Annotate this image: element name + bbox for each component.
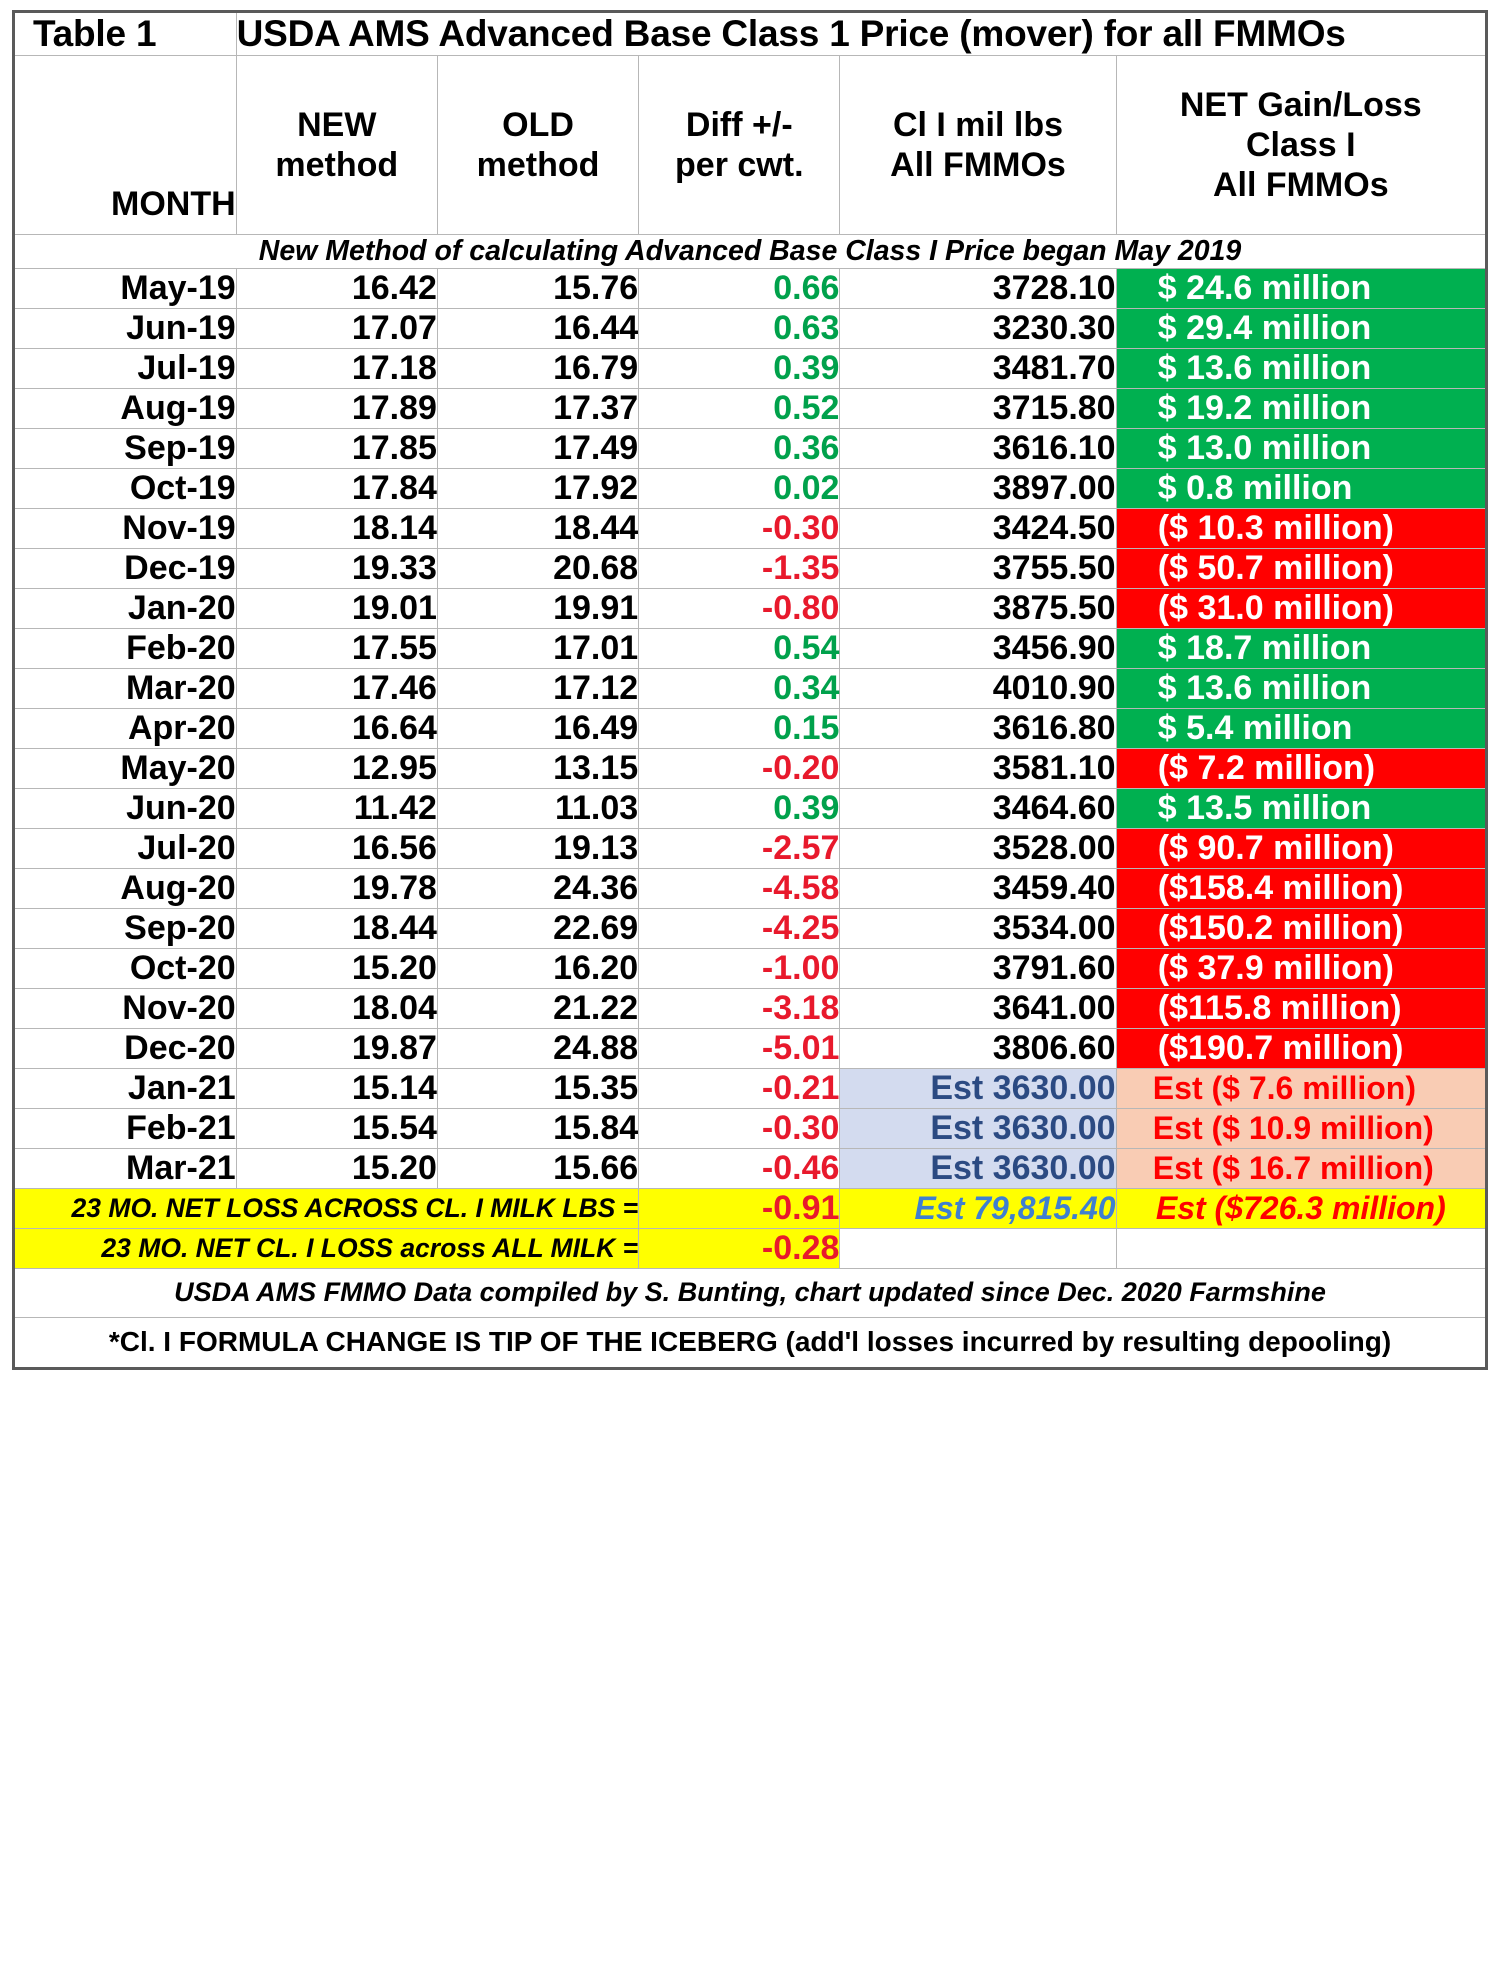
- cell-month: Jan-20: [14, 589, 237, 629]
- cell-month: May-20: [14, 749, 237, 789]
- summary-2-lbs-blank: [840, 1229, 1116, 1269]
- cell-class1-lbs: 3528.00: [840, 829, 1116, 869]
- cell-class1-lbs: 3456.90: [840, 629, 1116, 669]
- net-value: $ 5.4 million: [1157, 709, 1353, 747]
- cell-class1-lbs: 3616.80: [840, 709, 1116, 749]
- cell-old-method: 24.36: [437, 869, 638, 909]
- class1-price-table: [12, 10, 1488, 1370]
- cell-diff: -4.25: [639, 909, 840, 949]
- cell-diff: 0.63: [639, 309, 840, 349]
- cell-class1-lbs: 3230.30: [840, 309, 1116, 349]
- summary-row-2: [14, 1229, 1487, 1269]
- header-diff-line2: per cwt.: [675, 146, 804, 184]
- cell-month: Mar-20: [14, 669, 237, 709]
- net-value: ($190.7 million): [1157, 1029, 1404, 1067]
- cell-month: Dec-20: [14, 1029, 237, 1069]
- cell-new-method: 17.85: [236, 429, 437, 469]
- cell-month: Dec-19: [14, 549, 237, 589]
- cell-month: May-19: [14, 269, 237, 309]
- header-lbs-line2: All FMMOs: [890, 146, 1066, 184]
- cell-old-method: 18.44: [437, 509, 638, 549]
- cell-month: Jul-20: [14, 829, 237, 869]
- method-note: New Method of calculating Advanced Base Class I Price began May 2019: [14, 235, 1487, 269]
- cell-new-method: 19.01: [236, 589, 437, 629]
- cell-net-gain-loss: [1116, 749, 1486, 789]
- cell-old-method: 20.68: [437, 549, 638, 589]
- cell-diff: -4.58: [639, 869, 840, 909]
- cell-month: Feb-20: [14, 629, 237, 669]
- cell-net-gain-loss: [1116, 989, 1486, 1029]
- table-row: [14, 989, 1487, 1029]
- net-value: $ 29.4 million: [1157, 309, 1372, 347]
- cell-diff: 0.54: [639, 629, 840, 669]
- net-value: $ 13.5 million: [1157, 789, 1372, 827]
- cell-class1-lbs: 3791.60: [840, 949, 1116, 989]
- header-net-line2: Class I: [1245, 125, 1356, 164]
- cell-net-gain-loss: [1116, 1069, 1486, 1109]
- page-title: USDA AMS Advanced Base Class 1 Price (mover) for all FMMOs: [236, 12, 1486, 56]
- table-row: [14, 1109, 1487, 1149]
- cell-old-method: 16.20: [437, 949, 638, 989]
- cell-diff: -0.46: [639, 1149, 840, 1189]
- cell-month: Jun-20: [14, 789, 237, 829]
- cell-class1-lbs: Est 3630.00: [840, 1149, 1116, 1189]
- cell-old-method: 15.76: [437, 269, 638, 309]
- cell-month: Aug-19: [14, 389, 237, 429]
- cell-diff: -5.01: [639, 1029, 840, 1069]
- cell-net-gain-loss: [1116, 1029, 1486, 1069]
- cell-new-method: 18.44: [236, 909, 437, 949]
- cell-old-method: 17.37: [437, 389, 638, 429]
- cell-old-method: 16.79: [437, 349, 638, 389]
- cell-diff: -0.20: [639, 749, 840, 789]
- summary-2-label: 23 MO. NET CL. I LOSS across ALL MILK =: [14, 1229, 639, 1269]
- cell-new-method: 18.04: [236, 989, 437, 1029]
- cell-old-method: 19.91: [437, 589, 638, 629]
- cell-class1-lbs: 3481.70: [840, 349, 1116, 389]
- cell-class1-lbs: 3616.10: [840, 429, 1116, 469]
- header-old-method: [437, 56, 638, 235]
- cell-new-method: 15.20: [236, 1149, 437, 1189]
- cell-net-gain-loss: [1116, 909, 1486, 949]
- cell-old-method: 15.66: [437, 1149, 638, 1189]
- cell-diff: -1.35: [639, 549, 840, 589]
- cell-net-gain-loss: [1116, 709, 1486, 749]
- table-row: [14, 749, 1487, 789]
- table-row: [14, 429, 1487, 469]
- cell-month: Jan-21: [14, 1069, 237, 1109]
- cell-diff: 0.39: [639, 789, 840, 829]
- cell-new-method: 19.87: [236, 1029, 437, 1069]
- cell-class1-lbs: Est 3630.00: [840, 1069, 1116, 1109]
- cell-diff: 0.39: [639, 349, 840, 389]
- cell-net-gain-loss: [1116, 789, 1486, 829]
- title-row: [14, 12, 1487, 56]
- cell-month: Jul-19: [14, 349, 237, 389]
- cell-old-method: 22.69: [437, 909, 638, 949]
- net-value: ($158.4 million): [1157, 869, 1404, 907]
- cell-class1-lbs: Est 3630.00: [840, 1109, 1116, 1149]
- summary-1-label: 23 MO. NET LOSS ACROSS CL. I MILK LBS =: [14, 1189, 639, 1229]
- cell-month: Feb-21: [14, 1109, 237, 1149]
- net-value: Est ($ 16.7 million): [1152, 1150, 1434, 1186]
- header-month-label: MONTH: [111, 184, 236, 223]
- cell-net-gain-loss: [1116, 589, 1486, 629]
- net-value: $ 24.6 million: [1157, 269, 1372, 307]
- header-old-line1: OLD: [502, 105, 574, 144]
- cell-old-method: 17.12: [437, 669, 638, 709]
- cell-class1-lbs: 4010.90: [840, 669, 1116, 709]
- summary-2-net-blank: [1116, 1229, 1486, 1269]
- cell-net-gain-loss: [1116, 429, 1486, 469]
- cell-net-gain-loss: [1116, 309, 1486, 349]
- table-body: [14, 12, 1487, 1369]
- cell-new-method: 17.84: [236, 469, 437, 509]
- net-value: ($ 7.2 million): [1157, 749, 1376, 787]
- cell-month: Nov-19: [14, 509, 237, 549]
- cell-new-method: 17.18: [236, 349, 437, 389]
- net-value: Est ($ 10.9 million): [1152, 1110, 1434, 1146]
- table-row: [14, 789, 1487, 829]
- cell-net-gain-loss: [1116, 509, 1486, 549]
- cell-month: Aug-20: [14, 869, 237, 909]
- summary-1-diff: -0.91: [639, 1189, 840, 1229]
- cell-new-method: 15.20: [236, 949, 437, 989]
- cell-new-method: 17.46: [236, 669, 437, 709]
- cell-new-method: 17.07: [236, 309, 437, 349]
- net-value: ($ 37.9 million): [1157, 949, 1394, 987]
- cell-class1-lbs: 3641.00: [840, 989, 1116, 1029]
- header-month: [14, 56, 237, 235]
- net-value: $ 13.6 million: [1157, 669, 1372, 707]
- header-diff: [639, 56, 840, 235]
- cell-diff: 0.66: [639, 269, 840, 309]
- net-value: ($ 50.7 million): [1157, 549, 1394, 587]
- net-value: ($150.2 million): [1157, 909, 1404, 947]
- cell-net-gain-loss: [1116, 269, 1486, 309]
- cell-net-gain-loss: [1116, 389, 1486, 429]
- method-note-row: [14, 235, 1487, 269]
- net-value: ($ 31.0 million): [1157, 589, 1394, 627]
- table-row: [14, 669, 1487, 709]
- net-value: $ 19.2 million: [1157, 389, 1372, 427]
- cell-month: Sep-19: [14, 429, 237, 469]
- cell-class1-lbs: 3728.10: [840, 269, 1116, 309]
- cell-old-method: 11.03: [437, 789, 638, 829]
- cell-diff: 0.36: [639, 429, 840, 469]
- table-row: [14, 349, 1487, 389]
- header-new-method: [236, 56, 437, 235]
- cell-new-method: 15.54: [236, 1109, 437, 1149]
- summary-2-diff: -0.28: [639, 1229, 840, 1269]
- summary-row-1: [14, 1189, 1487, 1229]
- cell-old-method: 16.49: [437, 709, 638, 749]
- cell-class1-lbs: 3459.40: [840, 869, 1116, 909]
- cell-old-method: 24.88: [437, 1029, 638, 1069]
- cell-new-method: 11.42: [236, 789, 437, 829]
- cell-net-gain-loss: [1116, 469, 1486, 509]
- table-row: [14, 469, 1487, 509]
- cell-diff: -2.57: [639, 829, 840, 869]
- cell-diff: 0.34: [639, 669, 840, 709]
- cell-new-method: 15.14: [236, 1069, 437, 1109]
- cell-new-method: 18.14: [236, 509, 437, 549]
- header-new-line2: method: [275, 146, 399, 184]
- cell-diff: -3.18: [639, 989, 840, 1029]
- cell-class1-lbs: 3875.50: [840, 589, 1116, 629]
- cell-old-method: 17.49: [437, 429, 638, 469]
- cell-month: Jun-19: [14, 309, 237, 349]
- header-old-line2: method: [476, 146, 600, 184]
- header-class1-lbs: [840, 56, 1116, 235]
- cell-diff: -0.80: [639, 589, 840, 629]
- cell-old-method: 17.92: [437, 469, 638, 509]
- cell-old-method: 16.44: [437, 309, 638, 349]
- cell-old-method: 21.22: [437, 989, 638, 1029]
- table-row: [14, 629, 1487, 669]
- cell-net-gain-loss: [1116, 349, 1486, 389]
- net-value: $ 13.0 million: [1157, 429, 1372, 467]
- cell-class1-lbs: 3464.60: [840, 789, 1116, 829]
- cell-new-method: 16.64: [236, 709, 437, 749]
- header-net-line3: All FMMOs: [1212, 166, 1389, 205]
- cell-diff: -0.30: [639, 1109, 840, 1149]
- cell-old-method: 15.84: [437, 1109, 638, 1149]
- cell-new-method: 17.89: [236, 389, 437, 429]
- table-row: [14, 1069, 1487, 1109]
- cell-old-method: 15.35: [437, 1069, 638, 1109]
- cell-diff: 0.02: [639, 469, 840, 509]
- cell-net-gain-loss: [1116, 629, 1486, 669]
- cell-month: Mar-21: [14, 1149, 237, 1189]
- table-row: [14, 309, 1487, 349]
- header-net-line1: NET Gain/Loss: [1179, 85, 1422, 124]
- cell-class1-lbs: 3715.80: [840, 389, 1116, 429]
- cell-new-method: 17.55: [236, 629, 437, 669]
- cell-month: Oct-19: [14, 469, 237, 509]
- table-row: [14, 949, 1487, 989]
- header-new-line1: NEW: [297, 105, 377, 144]
- table-row: [14, 1029, 1487, 1069]
- table-row: [14, 589, 1487, 629]
- net-value: $ 0.8 million: [1157, 469, 1353, 507]
- net-value: Est ($ 7.6 million): [1152, 1070, 1416, 1106]
- cell-month: Nov-20: [14, 989, 237, 1029]
- header-lbs-line1: Cl I mil lbs: [892, 105, 1064, 144]
- cell-net-gain-loss: [1116, 949, 1486, 989]
- summary-1-net: Est ($726.3 million): [1116, 1189, 1486, 1229]
- table-row: [14, 909, 1487, 949]
- cell-net-gain-loss: [1116, 869, 1486, 909]
- cell-class1-lbs: 3534.00: [840, 909, 1116, 949]
- cell-diff: 0.52: [639, 389, 840, 429]
- table-row: [14, 829, 1487, 869]
- cell-class1-lbs: 3581.10: [840, 749, 1116, 789]
- cell-class1-lbs: 3755.50: [840, 549, 1116, 589]
- cell-old-method: 19.13: [437, 829, 638, 869]
- cell-class1-lbs: 3897.00: [840, 469, 1116, 509]
- cell-month: Oct-20: [14, 949, 237, 989]
- cell-net-gain-loss: [1116, 1109, 1486, 1149]
- table-row: [14, 1149, 1487, 1189]
- cell-new-method: 16.56: [236, 829, 437, 869]
- table-row: [14, 709, 1487, 749]
- table-row: [14, 869, 1487, 909]
- cell-net-gain-loss: [1116, 829, 1486, 869]
- credit-row: [14, 1269, 1487, 1318]
- net-value: ($ 90.7 million): [1157, 829, 1394, 867]
- header-row: [14, 56, 1487, 235]
- table-row: [14, 509, 1487, 549]
- cell-month: Apr-20: [14, 709, 237, 749]
- table-label: Table 1: [14, 12, 237, 56]
- footnote-row: [14, 1318, 1487, 1369]
- cell-new-method: 16.42: [236, 269, 437, 309]
- cell-class1-lbs: 3806.60: [840, 1029, 1116, 1069]
- cell-month: Sep-20: [14, 909, 237, 949]
- net-value: $ 18.7 million: [1157, 629, 1372, 667]
- cell-diff: -0.30: [639, 509, 840, 549]
- footnote-text: *Cl. I FORMULA CHANGE IS TIP OF THE ICEBERG (add'l losses incurred by resulting depooling): [14, 1318, 1487, 1369]
- cell-old-method: 17.01: [437, 629, 638, 669]
- cell-new-method: 19.78: [236, 869, 437, 909]
- header-net-gain-loss: [1116, 56, 1486, 235]
- net-value: $ 13.6 million: [1157, 349, 1372, 387]
- net-value: ($115.8 million): [1157, 989, 1402, 1027]
- cell-class1-lbs: 3424.50: [840, 509, 1116, 549]
- table-row: [14, 389, 1487, 429]
- credit-text: USDA AMS FMMO Data compiled by S. Bunting, chart updated since Dec. 2020 Farmshine: [14, 1269, 1487, 1318]
- cell-new-method: 12.95: [236, 749, 437, 789]
- cell-diff: -0.21: [639, 1069, 840, 1109]
- cell-diff: -1.00: [639, 949, 840, 989]
- cell-diff: 0.15: [639, 709, 840, 749]
- net-value: ($ 10.3 million): [1157, 509, 1394, 547]
- cell-net-gain-loss: [1116, 1149, 1486, 1189]
- table-row: [14, 269, 1487, 309]
- header-diff-line1: Diff +/-: [685, 105, 793, 144]
- cell-new-method: 19.33: [236, 549, 437, 589]
- summary-1-lbs: Est 79,815.40: [840, 1189, 1116, 1229]
- cell-net-gain-loss: [1116, 669, 1486, 709]
- cell-old-method: 13.15: [437, 749, 638, 789]
- cell-net-gain-loss: [1116, 549, 1486, 589]
- table-row: [14, 549, 1487, 589]
